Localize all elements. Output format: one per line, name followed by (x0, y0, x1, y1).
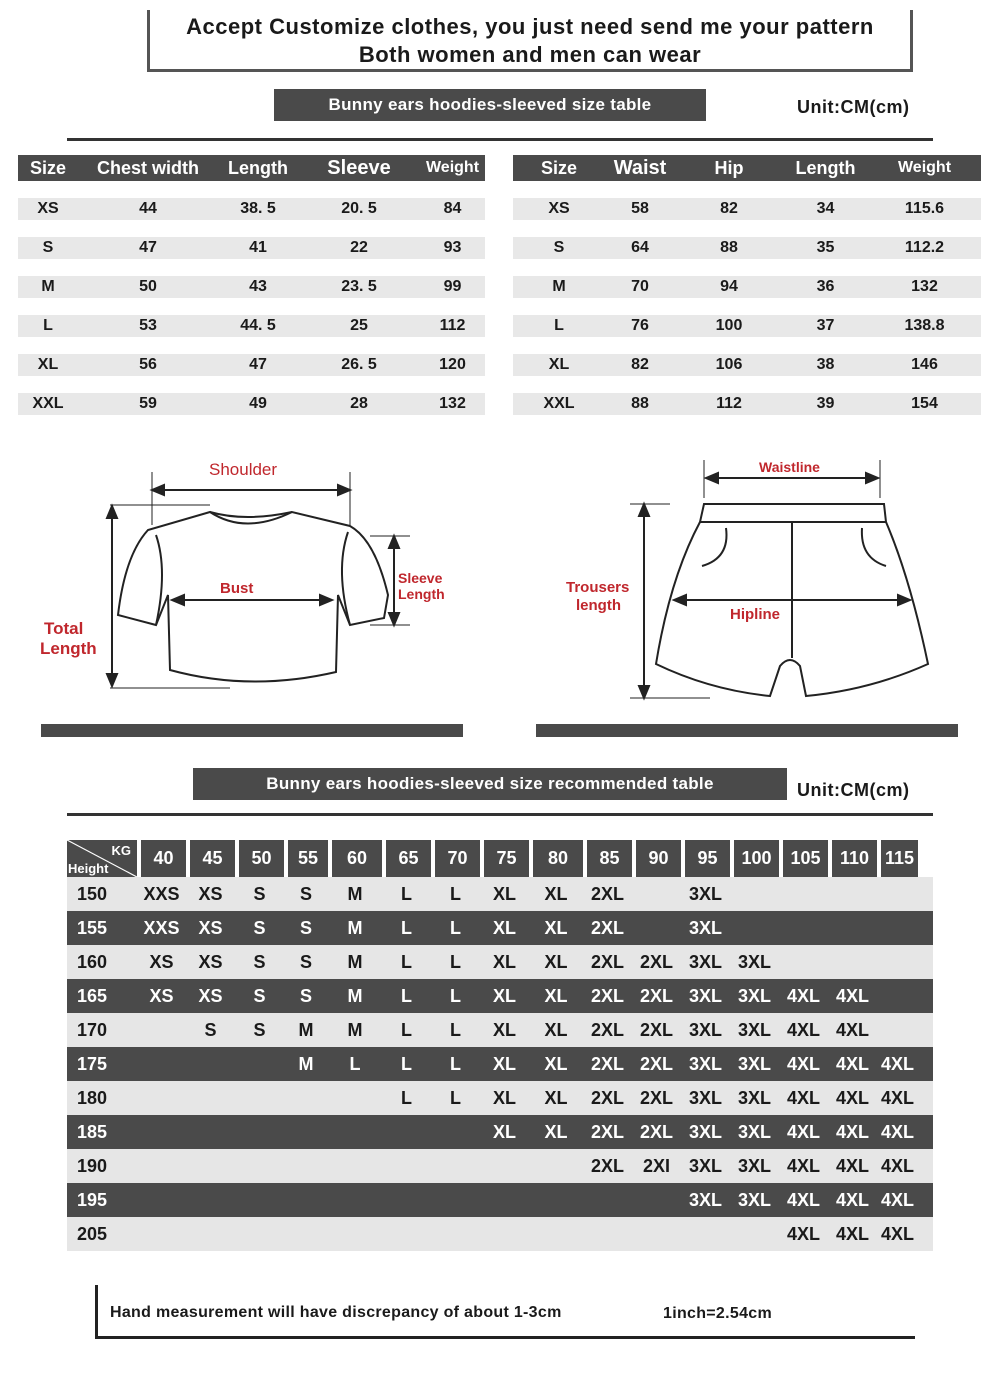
size-recommend-cell: XS (198, 951, 223, 972)
recommend-banner: Bunny ears hoodies-sleeved size recommended table (193, 768, 787, 800)
size-cell: 59 (139, 395, 157, 412)
size-recommend-cell: XXS (143, 917, 180, 938)
height-cell: 155 (77, 917, 108, 938)
size-cell: 70 (631, 278, 649, 295)
size-recommend-cell: S (253, 917, 266, 938)
height-cell: 175 (77, 1053, 108, 1074)
height-cell: 165 (77, 985, 108, 1006)
size-recommend-cell: XL (544, 1087, 568, 1108)
size-recommend-cell: L (450, 1053, 461, 1074)
size-cell: L (43, 317, 53, 334)
size-recommend-cell: 4XL (835, 1121, 869, 1142)
size-recommend-cell: 4XL (835, 1223, 869, 1244)
size-recommend-cell: M (347, 917, 363, 938)
size-row (18, 198, 485, 220)
size-row (513, 237, 981, 259)
size-recommend-cell: 4XL (786, 985, 820, 1006)
size-cell: XS (548, 200, 570, 217)
size-recommend-cell: 3XL (737, 1155, 771, 1176)
size-cell: 100 (715, 317, 743, 334)
size-cell: 25 (350, 317, 368, 334)
kg-header-cell: 90 (636, 840, 681, 877)
size-cell: 47 (249, 356, 267, 373)
size-recommend-cell: L (401, 883, 412, 904)
size-cell: XL (37, 356, 59, 373)
size-recommend-cell: 2XL (590, 1053, 624, 1074)
size-recommend-cell: 3XL (688, 883, 722, 904)
size-recommend-cell: XL (492, 1053, 516, 1074)
height-cell: 185 (77, 1121, 108, 1142)
size-cell: 47 (139, 239, 157, 256)
height-cell: 195 (77, 1189, 108, 1210)
size-recommend-cell: 4XL (835, 985, 869, 1006)
size-cell: XS (37, 200, 59, 217)
size-cell: 154 (911, 395, 938, 412)
size-recommend-cell: 2XL (639, 1121, 673, 1142)
size-cell: XXL (543, 395, 575, 412)
size-cell: 44 (139, 200, 157, 217)
recommend-row (67, 911, 933, 945)
size-cell: 37 (816, 317, 835, 334)
size-recommend-cell: 2XL (639, 951, 673, 972)
trousers-label-2: length (576, 597, 621, 614)
col-chest-width: Chest width (97, 157, 199, 178)
size-cell: 35 (816, 239, 835, 256)
size-recommend-cell: XL (492, 985, 516, 1006)
size-recommend-cell: 3XL (737, 1189, 771, 1210)
size-recommend-cell: XL (544, 1121, 568, 1142)
size-recommend-cell: 4XL (880, 1121, 914, 1142)
size-recommend-cell: M (347, 951, 363, 972)
footer-note: Hand measurement will have discrepancy of about 1-3cm (110, 1304, 562, 1321)
size-cell: 20. 5 (341, 200, 377, 217)
size-recommend-cell: 3XL (688, 917, 722, 938)
height-cell: 150 (77, 883, 108, 904)
size-recommend-cell: M (347, 1019, 363, 1040)
size-cell: 34 (816, 200, 835, 217)
size-recommend-cell: 2XL (639, 1053, 673, 1074)
size-recommend-cell: S (253, 951, 266, 972)
size-cell: 76 (631, 317, 649, 334)
size-recommend-cell: S (204, 1019, 217, 1040)
size-recommend-cell: L (401, 1019, 412, 1040)
size-cell: 115.6 (904, 200, 945, 217)
size-cell: 138.8 (904, 317, 945, 334)
col-waist: Waist (613, 156, 667, 179)
kg-header-cell: 110 (832, 840, 877, 877)
size-recommend-cell: 4XL (786, 1053, 820, 1074)
kg-header-cell: 50 (239, 840, 284, 877)
recommend-table (67, 840, 933, 1251)
size-recommend-cell: S (253, 985, 266, 1006)
size-recommend-cell: XL (544, 1019, 568, 1040)
size-recommend-cell: L (450, 917, 461, 938)
height-cell: 180 (77, 1087, 108, 1108)
header-line-1: Accept Customize clothes, you just need send me your pattern (186, 14, 874, 39)
col-weight: Weight (897, 159, 952, 176)
size-recommend-cell: XS (198, 883, 223, 904)
size-table-unit: Unit:CM(cm) (797, 97, 910, 117)
size-cell: 36 (816, 278, 835, 295)
size-cell: 38. 5 (240, 200, 276, 217)
kg-header-cell: 80 (533, 840, 583, 877)
size-recommend-cell: 4XL (786, 1019, 820, 1040)
size-row (513, 354, 981, 376)
total-label-1: Total (44, 619, 84, 638)
size-row (18, 276, 485, 298)
size-table-banner: Bunny ears hoodies-sleeved size table (274, 89, 706, 121)
sleeve-label-2: Length (398, 586, 445, 602)
size-recommend-cell: 4XL (880, 1053, 914, 1074)
hipline-label: Hipline (730, 606, 781, 623)
header-line-2: Both women and men can wear (358, 42, 702, 67)
size-cell: 132 (439, 395, 466, 412)
size-recommend-cell: 2XL (639, 1019, 673, 1040)
header-box (147, 10, 913, 72)
corner-kg: KG (111, 843, 131, 858)
size-cell: 50 (139, 278, 157, 295)
corner-height: Height (68, 861, 109, 876)
height-cell: 205 (77, 1223, 108, 1244)
size-cell: L (554, 317, 564, 334)
size-recommend-cell: XL (544, 951, 568, 972)
size-recommend-cell: XS (149, 985, 174, 1006)
size-recommend-cell: XS (198, 985, 223, 1006)
size-cell: 146 (911, 356, 938, 373)
size-recommend-cell: L (401, 1053, 412, 1074)
size-recommend-cell: L (401, 985, 412, 1006)
size-recommend-cell: XL (544, 985, 568, 1006)
sleeve-label-1: Sleeve (398, 570, 443, 586)
size-cell: XXL (32, 395, 64, 412)
size-cell: 106 (715, 356, 743, 373)
size-recommend-cell: S (253, 1019, 266, 1040)
top-size-table (18, 155, 485, 415)
size-recommend-cell: 4XL (880, 1189, 914, 1210)
size-cell: 41 (249, 239, 267, 256)
col-weight: Weight (425, 159, 480, 176)
size-recommend-cell: L (450, 985, 461, 1006)
kg-header-cell: 100 (734, 840, 779, 877)
size-recommend-cell: 3XL (688, 1087, 722, 1108)
size-cell: 43 (249, 278, 267, 295)
kg-header-cell: 85 (587, 840, 632, 877)
height-cell: 160 (77, 951, 108, 972)
size-cell: 120 (439, 356, 466, 373)
size-cell: M (552, 278, 566, 295)
recommend-row (67, 1149, 933, 1183)
kg-header-cell: 40 (141, 840, 186, 877)
size-recommend-cell: 2XL (639, 1087, 673, 1108)
recommend-row (67, 877, 933, 911)
waistline-label: Waistline (759, 459, 820, 475)
size-recommend-cell: L (349, 1053, 361, 1074)
size-recommend-cell: S (299, 985, 312, 1006)
kg-header-cell: 60 (332, 840, 382, 877)
kg-header-cell: 45 (190, 840, 235, 877)
size-recommend-cell: 2XL (590, 1019, 624, 1040)
shoulder-label: Shoulder (209, 460, 278, 479)
col-sleeve: Sleeve (327, 156, 391, 179)
size-cell: M (41, 278, 55, 295)
size-recommend-cell: 3XL (737, 1087, 771, 1108)
size-cell: 56 (139, 356, 157, 373)
size-recommend-cell: 4XL (786, 1121, 820, 1142)
size-row (513, 198, 981, 220)
col-length: Length (795, 157, 856, 178)
corner-cell (67, 840, 137, 877)
size-row (18, 354, 485, 376)
size-recommend-cell: 2XL (590, 985, 624, 1006)
size-recommend-cell: 2XL (590, 1121, 624, 1142)
size-cell: 53 (139, 317, 157, 334)
size-cell: 99 (443, 278, 462, 295)
divider (67, 138, 933, 141)
size-recommend-cell: 3XL (737, 1019, 771, 1040)
size-cell: 44. 5 (240, 317, 276, 334)
size-cell: 39 (816, 395, 835, 412)
size-recommend-cell: M (298, 1053, 314, 1074)
bottom-size-table (513, 155, 981, 415)
size-row (513, 276, 981, 298)
size-recommend-cell: M (347, 985, 363, 1006)
size-cell: XL (548, 356, 570, 373)
size-cell: 64 (631, 239, 649, 256)
divider (67, 813, 933, 816)
size-recommend-cell: 2XL (639, 985, 673, 1006)
size-recommend-cell: 4XL (880, 1087, 914, 1108)
size-recommend-cell: 4XL (786, 1087, 820, 1108)
size-cell: 82 (720, 200, 738, 217)
size-cell: 58 (631, 200, 649, 217)
size-cell: 88 (631, 395, 649, 412)
recommend-row (67, 979, 933, 1013)
recommend-row (67, 1217, 933, 1251)
size-recommend-cell: XL (544, 917, 568, 938)
size-recommend-cell: 4XL (835, 1087, 869, 1108)
top-table-header (18, 155, 485, 181)
recommend-unit: Unit:CM(cm) (797, 780, 910, 800)
size-recommend-cell: 4XL (835, 1019, 869, 1040)
size-recommend-cell: XS (198, 917, 223, 938)
recommend-row (67, 1183, 933, 1217)
size-row (18, 393, 485, 415)
size-cell: 49 (249, 395, 267, 412)
shirt-diagram-bar (41, 724, 463, 737)
size-recommend-cell: S (299, 951, 312, 972)
height-cell: 190 (77, 1155, 108, 1176)
footer-conversion: 1inch=2.54cm (663, 1305, 772, 1322)
size-recommend-cell: XS (149, 951, 174, 972)
kg-header-cell: 115 (881, 840, 918, 877)
size-recommend-cell: 4XL (786, 1189, 820, 1210)
size-recommend-cell: 3XL (688, 1053, 722, 1074)
kg-header-cell: 95 (685, 840, 730, 877)
size-recommend-cell: 2XL (590, 917, 624, 938)
size-cell: 112.2 (904, 239, 945, 256)
size-recommend-cell: 2XL (590, 951, 624, 972)
total-label-2: Length (40, 639, 97, 658)
size-recommend-cell: XL (492, 1019, 516, 1040)
size-cell: 84 (443, 200, 462, 217)
size-recommend-cell: 3XL (688, 1019, 722, 1040)
size-recommend-cell: 2XL (590, 1155, 624, 1176)
size-recommend-cell: 3XL (688, 1189, 722, 1210)
size-recommend-cell: 3XL (688, 985, 722, 1006)
size-row (18, 237, 485, 259)
size-cell: 28 (350, 395, 368, 412)
size-recommend-cell: M (298, 1019, 314, 1040)
size-row (18, 315, 485, 337)
size-cell: 132 (911, 278, 938, 295)
size-recommend-cell: 3XL (737, 1053, 771, 1074)
size-recommend-cell: L (450, 1019, 461, 1040)
size-cell: 82 (631, 356, 649, 373)
size-recommend-cell: XL (544, 883, 568, 904)
size-recommend-cell: XL (492, 883, 516, 904)
size-recommend-cell: 4XL (835, 1155, 869, 1176)
size-recommend-cell: XL (492, 951, 516, 972)
size-recommend-cell: 4XL (786, 1223, 820, 1244)
size-cell: 38 (816, 356, 835, 373)
size-recommend-cell: XL (492, 1121, 516, 1142)
size-cell: 23. 5 (341, 278, 377, 295)
shorts-diagram (630, 458, 950, 708)
col-hip: Hip (714, 157, 744, 178)
col-length: Length (228, 157, 288, 178)
size-cell: 112 (439, 317, 466, 334)
size-recommend-cell: 2XL (590, 1087, 624, 1108)
size-cell: 88 (720, 239, 738, 256)
size-recommend-cell: 4XL (880, 1155, 914, 1176)
size-row (513, 393, 981, 415)
size-recommend-cell: XL (544, 1053, 568, 1074)
size-recommend-cell: XL (492, 1087, 516, 1108)
recommend-row (67, 1081, 933, 1115)
size-recommend-cell: S (299, 917, 312, 938)
kg-header-cell: 105 (783, 840, 828, 877)
size-cell: 112 (716, 395, 742, 412)
recommend-header (67, 840, 933, 877)
shorts-diagram-bar (536, 724, 958, 737)
size-row (513, 315, 981, 337)
kg-header-cell: 65 (386, 840, 431, 877)
size-cell: S (42, 239, 54, 256)
size-recommend-cell: 3XL (737, 985, 771, 1006)
kg-header-cell: 75 (484, 840, 529, 877)
size-cell: 26. 5 (341, 356, 377, 373)
size-cell: 93 (443, 239, 462, 256)
recommend-row (67, 1047, 933, 1081)
size-recommend-cell: 3XL (688, 951, 722, 972)
size-recommend-cell: 3XL (688, 1155, 722, 1176)
size-cell: 94 (720, 278, 738, 295)
size-recommend-cell: 4XL (835, 1189, 869, 1210)
size-cell: S (553, 239, 565, 256)
size-recommend-cell: 3XL (737, 951, 771, 972)
size-recommend-cell: L (401, 1087, 412, 1108)
size-recommend-cell: XL (492, 917, 516, 938)
height-cell: 170 (77, 1019, 108, 1040)
size-recommend-cell: 3XL (688, 1121, 722, 1142)
footer-box (95, 1285, 915, 1339)
size-recommend-cell: XXS (143, 883, 180, 904)
col-size: Size (540, 157, 578, 178)
size-recommend-cell: L (450, 1087, 461, 1108)
size-recommend-cell: 3XL (737, 1121, 771, 1142)
size-recommend-cell: L (401, 917, 412, 938)
size-recommend-cell: L (401, 951, 412, 972)
size-recommend-cell: L (450, 951, 461, 972)
recommend-row (67, 1115, 933, 1149)
recommend-row (67, 1013, 933, 1047)
kg-header-cell: 70 (435, 840, 480, 877)
size-recommend-cell: L (450, 883, 461, 904)
bust-label: Bust (220, 580, 254, 597)
bottom-table-header (513, 155, 981, 181)
size-recommend-cell: M (347, 883, 363, 904)
size-cell: 22 (350, 239, 368, 256)
recommend-row (67, 945, 933, 979)
col-size: Size (29, 157, 67, 178)
size-recommend-cell: 4XL (835, 1053, 869, 1074)
trousers-label-1: Trousers (566, 579, 630, 596)
size-recommend-cell: 4XL (880, 1223, 914, 1244)
size-recommend-cell: 4XL (786, 1155, 820, 1176)
size-recommend-cell: 2XL (590, 883, 624, 904)
size-recommend-cell: 2XI (642, 1155, 671, 1176)
kg-header-cell: 55 (288, 840, 328, 877)
size-recommend-cell: S (299, 883, 312, 904)
size-recommend-cell: S (253, 883, 266, 904)
